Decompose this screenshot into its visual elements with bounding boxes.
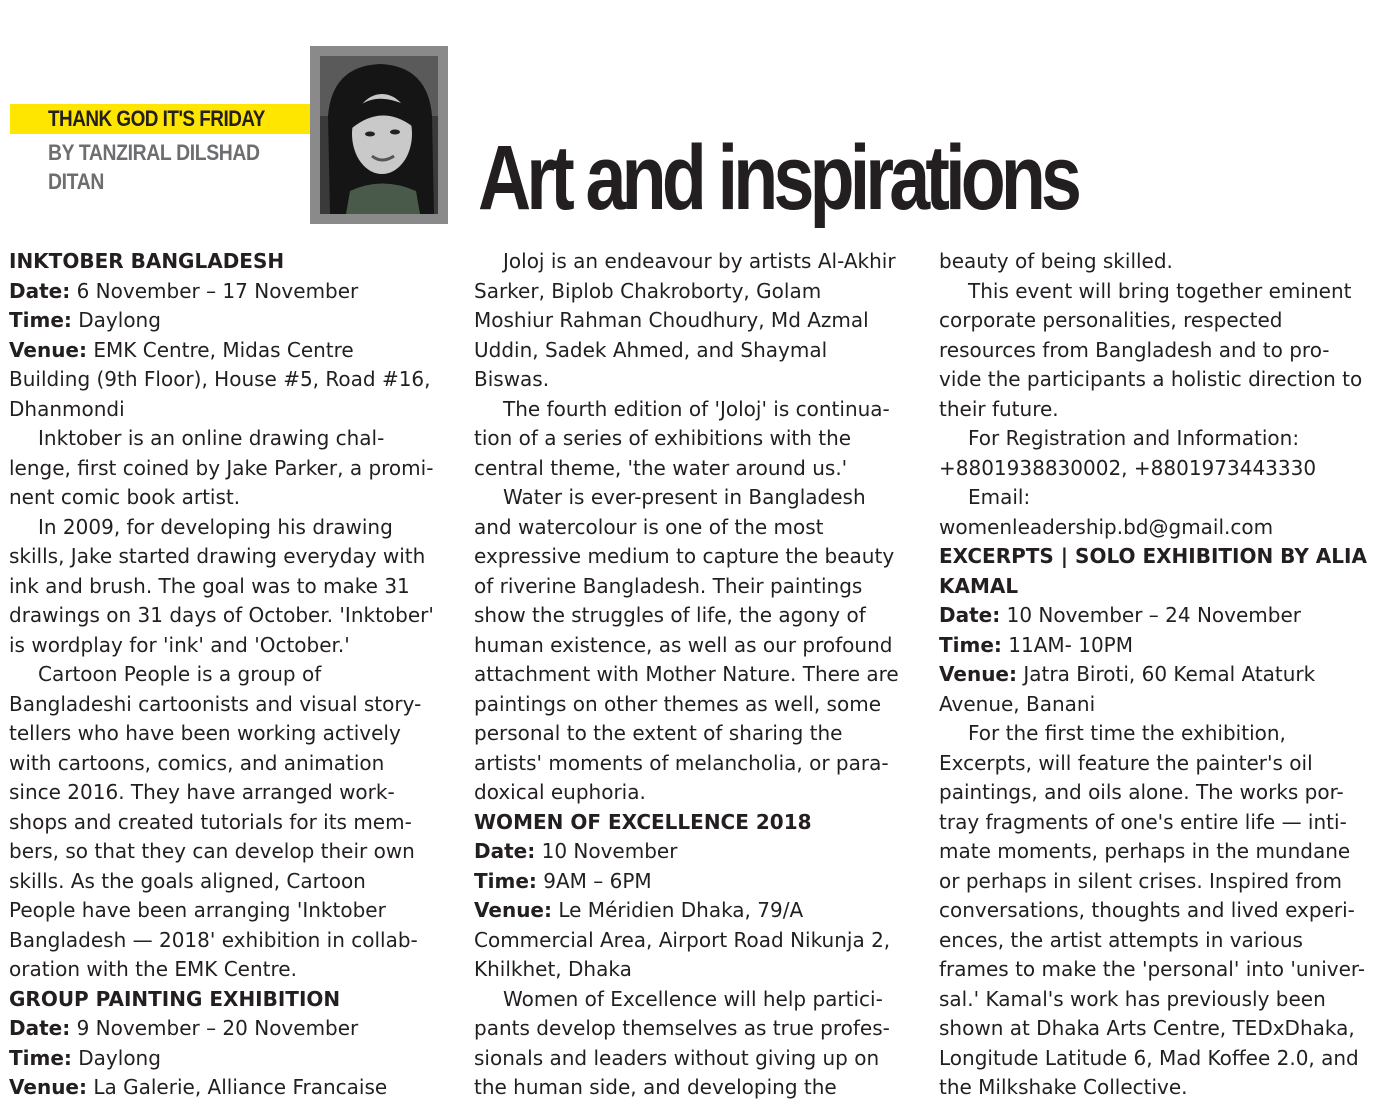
- paragraph: Email:: [968, 485, 1031, 509]
- event-title-excerpts: EXCERPTS | SOLO EXHIBITION BY ALIA KAMAL: [939, 544, 1367, 598]
- section-kicker: [10, 104, 310, 134]
- event-time: Time: Daylong: [9, 308, 161, 332]
- byline-line-1: BY TANZIRAL DILSHAD: [48, 140, 260, 165]
- event-venue: Venue: La Galerie, Alliance Francaise: [9, 1075, 388, 1099]
- paragraph: Women of Excellence will help partici- pants develop themselves as true profes- sionals and leaders without giving up on the human side, and developing the: [474, 986, 890, 1099]
- event-date: Date: 10 November: [474, 839, 678, 863]
- paragraph: Water is ever-present in Bangladesh and watercolour is one of the most expressive medium to capture the beauty of riverine Bangladesh. Their paintings show the struggles of life, the agony of human existence, as well as our profound attachment with Mother Nature. There are paintings on other themes as well, some personal to the extent of sharing the artists' moments of melancholia, or para- doxical euphoria.: [474, 485, 899, 804]
- event-title-inktober: INKTOBER BANGLADESH: [9, 249, 285, 273]
- paragraph: Joloj is an endeavour by artists Al-Akhir Sarker, Biplob Chakroborty, Golam Moshiur Rahman Choudhury, Md Azmal Uddin, Sadek Ahmed, and Shaymal Biswas.: [474, 249, 896, 391]
- author-photo: [310, 46, 448, 224]
- event-venue-cont: Khilkhet, Dhaka: [474, 957, 632, 981]
- contact-email: womenleadership.bd@gmail.com: [939, 514, 1274, 539]
- event-venue-cont: Avenue, Banani: [939, 691, 1096, 716]
- event-time: Time: 11AM- 10PM: [939, 632, 1133, 657]
- event-venue-cont: Dhanmondi: [9, 396, 125, 421]
- byline: [48, 138, 308, 196]
- paragraph: For Registration and Information: +8801938830002, +8801973443330: [939, 426, 1317, 480]
- kicker-text: THANK GOD IT'S FRIDAY: [48, 106, 265, 131]
- event-venue-cont: Commercial Area, Airport Road Nikunja 2,: [474, 927, 891, 952]
- paragraph: For the first time the exhibition, Excerpts, will feature the painter's oil paintings, and oils alone. The works por- tray fragments of one's entire life — inti- mate moments, perhaps in the mundane or perhaps in silent crises. Inspired from conversations, thoughts and lived experi- ences, the artist attempts in various frames to make the 'personal' into 'univer- sal.' Kamal's work has previously been shown at Dhaka Arts Centre, TEDxDhaka, Longitude Latitude 6, Mad Koffee 2.0, and the Milkshake Collective.: [939, 721, 1366, 1099]
- paragraph: In 2009, for developing his drawing skills, Jake started drawing everyday with ink and brush. The goal was to make 31 drawings on 31 days of October. 'Inktober' is wordplay for 'ink' and 'October.': [9, 514, 434, 657]
- paragraph: Inktober is an online drawing chal- lenge, first coined by Jake Parker, a promi- nent comic book artist.: [9, 426, 434, 509]
- event-time: Time: 9AM – 6PM: [474, 868, 652, 893]
- event-date: Date: 10 November – 24 November: [939, 603, 1302, 627]
- event-date: Date: 9 November – 20 November: [9, 1016, 359, 1040]
- paragraph: This event will bring together eminent corporate personalities, respected resources from Bangladesh and to pro- vide the participants a holistic direction to their future.: [939, 278, 1363, 421]
- event-time: Time: Daylong: [9, 1045, 161, 1070]
- paragraph: beauty of being skilled.: [939, 249, 1173, 273]
- event-venue: Venue: EMK Centre, Midas Centre: [9, 337, 354, 362]
- article-headline: Art and inspirations: [478, 127, 1078, 229]
- column-2: [474, 247, 904, 1103]
- paragraph: Cartoon People is a group of Bangladeshi cartoonists and visual story- tellers who have been working actively with cartoons, comics, and animation since 2016. They have arranged work- shops and created tutorials for its mem- bers, so that they can develop their own skills. As the goals aligned, Cartoon People have been arranging 'Inktober Bangladesh — 2018' exhibition in collab- oration with the EMK Centre.: [9, 662, 422, 981]
- event-title-women-of-excellence: WOMEN OF EXCELLENCE 2018: [474, 809, 812, 834]
- event-title-group-painting: GROUP PAINTING EXHIBITION: [9, 986, 341, 1011]
- event-venue-cont: Building (9th Floor), House #5, Road #16,: [9, 367, 431, 391]
- author-portrait-image: [320, 56, 438, 214]
- column-3: [939, 247, 1369, 1103]
- byline-line-2: DITAN: [48, 169, 104, 194]
- paragraph: The fourth edition of 'Joloj' is continua- tion of a series of exhibitions with the central theme, 'the water around us.': [474, 396, 890, 480]
- column-1: [9, 247, 439, 1103]
- event-venue: Venue: Le Méridien Dhaka, 79/A: [474, 898, 804, 922]
- event-venue: Venue: Jatra Biroti, 60 Kemal Ataturk: [939, 662, 1316, 686]
- event-date: Date: 6 November – 17 November: [9, 278, 359, 303]
